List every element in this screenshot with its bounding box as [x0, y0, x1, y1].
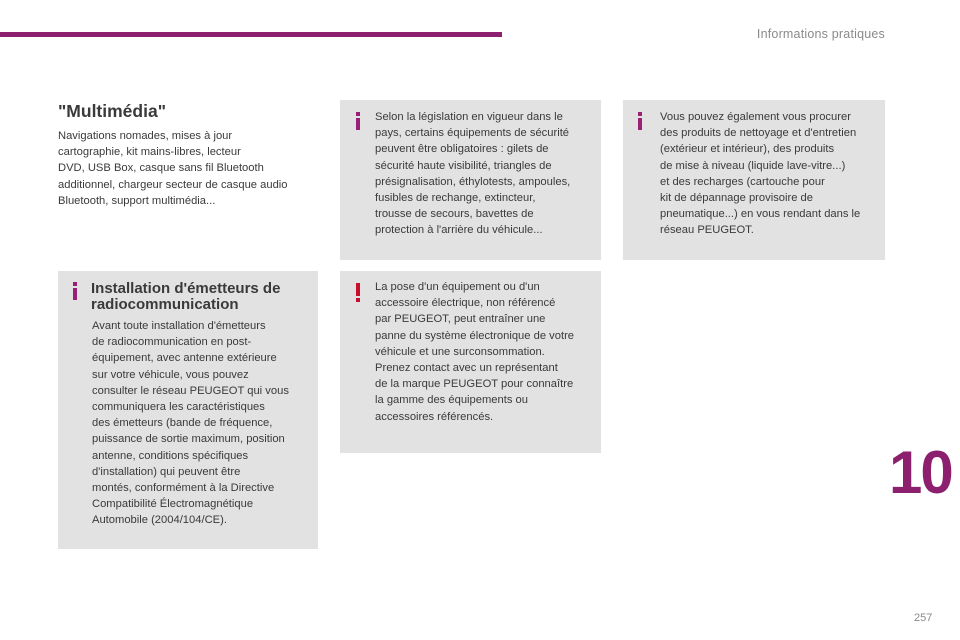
text-line: Prenez contact avec un représentant: [375, 362, 558, 375]
text-line: pays, certains équipements de sécurité: [375, 127, 570, 140]
text-line: de radiocommunication en post-: [92, 336, 252, 349]
text-line: pneumatique...) en vous rendant dans le: [660, 208, 861, 221]
text-line: sécurité haute visibilité, triangles de: [375, 159, 552, 172]
products-text: [660, 109, 882, 239]
text-line: Automobile (2004/104/CE).: [92, 514, 227, 527]
legislation-text: [375, 109, 597, 239]
text-line: de la marque PEUGEOT pour connaître: [375, 378, 574, 391]
text-line: fusibles de rechange, extincteur,: [375, 192, 536, 205]
text-line: d'installation) qui peuvent être: [92, 465, 241, 478]
text-line: Vous pouvez également vous procurer: [660, 111, 851, 123]
page-section-title: Informations pratiques: [756, 27, 885, 41]
radio-installation-heading: Installation d'émetteurs de radiocommunication: [91, 280, 281, 313]
multimedia-text: [58, 128, 318, 209]
text-line: kit de dépannage provisoire de: [660, 192, 814, 205]
text-line: par PEUGEOT, peut entraîner une: [375, 313, 546, 326]
text-line: sur votre véhicule, vous pouvez: [92, 368, 249, 381]
text-line: additionnel, chargeur secteur de casque audio: [58, 178, 288, 191]
text-line: trousse de secours, bavettes de: [375, 208, 534, 221]
text-line: Compatibilité Électromagnétique: [92, 498, 254, 511]
text-line: panne du système électronique de votre: [375, 329, 575, 342]
text-line: des émetteurs (bande de fréquence,: [92, 417, 273, 430]
text-line: Avant toute installation d'émetteurs: [92, 320, 266, 332]
page-number: 257: [914, 612, 933, 624]
text-line: Bluetooth, support multimédia...: [58, 194, 216, 207]
text-line: consulter le réseau PEUGEOT qui vous: [92, 384, 289, 397]
text-line: montés, conformément à la Directive: [92, 482, 275, 495]
text-line: véhicule et une surconsommation.: [375, 345, 545, 358]
text-line: (extérieur et intérieur), des produits: [660, 143, 835, 156]
text-line: communiquera les caractéristiques: [92, 401, 265, 414]
text-line: la gamme des équipements ou: [375, 394, 528, 407]
text-line: et des recharges (cartouche pour: [660, 175, 825, 188]
text-line: DVD, USB Box, casque sans fil Bluetooth: [58, 162, 264, 175]
text-line: puissance de sortie maximum, position: [92, 433, 285, 446]
chapter-number: 10: [889, 439, 952, 506]
text-line: équipement, avec antenne extérieure: [92, 352, 277, 365]
text-line: protection à l'arrière du véhicule...: [375, 224, 543, 237]
text-line: accessoires référencés.: [375, 410, 494, 423]
text-line: réseau PEUGEOT.: [660, 224, 754, 237]
warning-text: [375, 279, 597, 425]
text-line: peuvent être obligatoires : gilets de: [375, 143, 549, 156]
text-line: antenne, conditions spécifiques: [92, 449, 249, 462]
text-line: des produits de nettoyage et d'entretien: [660, 127, 857, 140]
radio-installation-text: [92, 318, 314, 529]
text-line: La pose d'un équipement ou d'un: [375, 281, 540, 293]
text-line: Navigations nomades, mises à jour: [58, 130, 233, 142]
text-line: présignalisation, éthylotests, ampoules,: [375, 175, 571, 188]
multimedia-heading: "Multimédia": [58, 101, 166, 121]
text-line: cartographie, kit mains-libres, lecteur: [58, 146, 241, 159]
text-line: de mise à niveau (liquide lave-vitre...): [660, 159, 846, 172]
accent-bar: [0, 32, 502, 37]
text-line: Selon la législation en vigueur dans le: [375, 111, 563, 123]
text-line: accessoire électrique, non référencé: [375, 297, 556, 310]
